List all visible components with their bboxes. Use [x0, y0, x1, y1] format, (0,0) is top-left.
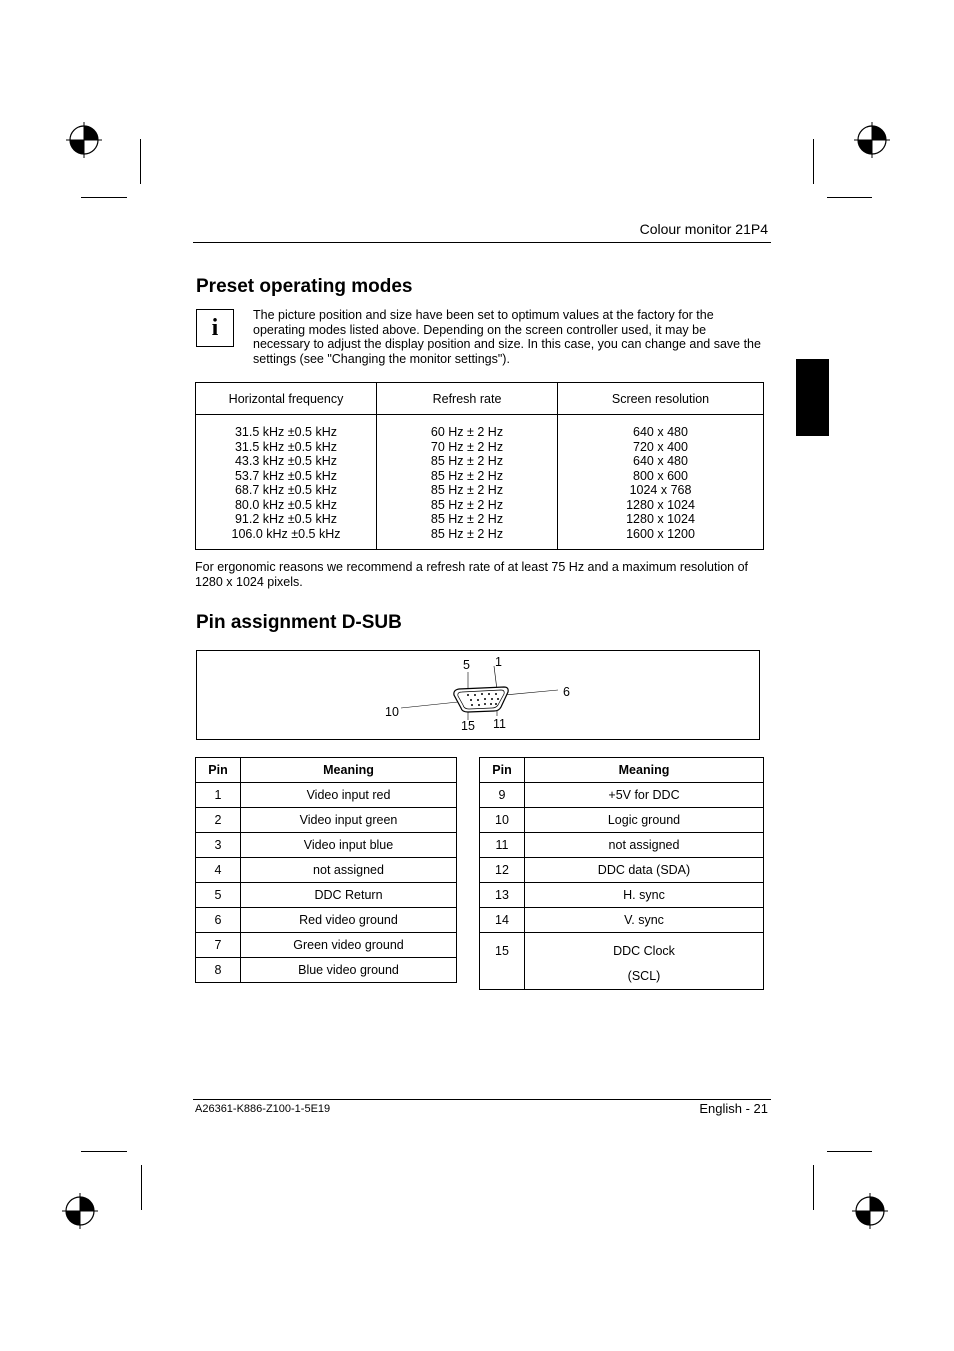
- ergonomic-note: For ergonomic reasons we recommend a refresh rate of at least 75 Hz and a maximum resolution of 1280 x 1024 pixels.: [195, 560, 749, 589]
- list-item: 85 Hz ± 2 Hz: [430, 497, 504, 512]
- table-header-row: [196, 758, 457, 783]
- table-row: [196, 858, 457, 883]
- pin-table-left: [195, 757, 457, 983]
- pin-meaning: DDC data (SDA): [525, 858, 764, 883]
- pin-meaning: V. sync: [525, 908, 764, 933]
- column-header: Horizontal frequency: [196, 383, 377, 415]
- pin-number: 14: [480, 908, 525, 933]
- table-row: [480, 833, 764, 858]
- registration-mark-icon: [852, 1193, 888, 1229]
- pin-number: 10: [480, 808, 525, 833]
- list-item: 70 Hz ± 2 Hz: [430, 439, 504, 454]
- pin-meaning: Logic ground: [525, 808, 764, 833]
- pin-number: 15: [480, 933, 525, 990]
- info-icon: i: [196, 309, 234, 347]
- list-item: 1024 x 768: [629, 483, 692, 497]
- pin-number: 8: [196, 958, 241, 983]
- pin-number: 4: [196, 858, 241, 883]
- connector-diagram-box: [196, 650, 760, 740]
- pin-number: 6: [196, 908, 241, 933]
- table-row: [196, 958, 457, 983]
- column-header: Refresh rate: [377, 383, 558, 415]
- pin-label-11: 11: [493, 717, 506, 731]
- pin-meaning-line: (SCL): [627, 969, 661, 983]
- column-header-pin: Pin: [196, 758, 241, 783]
- pin-meaning: Video input blue: [241, 833, 457, 858]
- pin-label-15: 15: [461, 719, 475, 733]
- pin-meaning: Video input red: [241, 783, 457, 808]
- dsub-connector-icon: [196, 650, 760, 740]
- registration-mark-icon: [66, 122, 102, 158]
- operating-modes-table: [195, 382, 764, 550]
- pin-meaning-line: DDC Clock: [613, 944, 675, 958]
- registration-mark-icon: [62, 1193, 98, 1229]
- pin-meaning: Red video ground: [241, 908, 457, 933]
- table-row: [196, 783, 457, 808]
- list-item: 31.5 kHz ±0.5 kHz: [234, 439, 338, 454]
- pin-number: 11: [480, 833, 525, 858]
- list-item: 31.5 kHz ±0.5 kHz: [234, 425, 338, 439]
- pin-meaning: Green video ground: [241, 933, 457, 958]
- list-item: 640 x 480: [633, 425, 688, 439]
- table-row: [196, 883, 457, 908]
- pin-label-10: 10: [385, 705, 399, 719]
- table-row: [196, 908, 457, 933]
- pin-number: 12: [480, 858, 525, 883]
- page-number: English - 21: [699, 1101, 768, 1116]
- crop-mark: [81, 197, 127, 198]
- table-row: [196, 415, 764, 550]
- pin-number: 2: [196, 808, 241, 833]
- table-header-row: [196, 383, 764, 415]
- list-item: 720 x 400: [633, 439, 688, 454]
- crop-mark: [141, 1165, 142, 1210]
- pin-label-1: 1: [495, 655, 502, 669]
- pin-number: 13: [480, 883, 525, 908]
- registration-mark-icon: [854, 122, 890, 158]
- pin-label-5: 5: [463, 658, 470, 672]
- list-item: 106.0 kHz ±0.5 kHz: [231, 526, 341, 541]
- column-header-pin: Pin: [480, 758, 525, 783]
- list-item: 800 x 600: [633, 468, 688, 483]
- crop-mark: [827, 1151, 872, 1152]
- pin-number: 5: [196, 883, 241, 908]
- list-item: 80.0 kHz ±0.5 kHz: [234, 497, 338, 512]
- pin-number: 3: [196, 833, 241, 858]
- pin-meaning: not assigned: [241, 858, 457, 883]
- chapter-tab: [796, 359, 829, 436]
- pin-meaning: +5V for DDC: [525, 783, 764, 808]
- table-row: [480, 808, 764, 833]
- list-item: 85 Hz ± 2 Hz: [430, 512, 504, 526]
- pin-meaning: Blue video ground: [241, 958, 457, 983]
- table-row: [480, 908, 764, 933]
- list-item: 1280 x 1024: [626, 497, 695, 512]
- list-item: 53.7 kHz ±0.5 kHz: [234, 468, 338, 483]
- list-item: 85 Hz ± 2 Hz: [430, 468, 504, 483]
- section-heading-preset-modes: Preset operating modes: [196, 276, 413, 297]
- header-rule: [193, 242, 771, 243]
- horizontal-frequency-cell: [196, 415, 377, 550]
- list-item: 640 x 480: [633, 454, 688, 468]
- footer-rule: [193, 1099, 771, 1100]
- list-item: 1280 x 1024: [626, 512, 695, 526]
- screen-resolution-cell: [558, 415, 764, 550]
- table-row: [480, 883, 764, 908]
- crop-mark: [813, 139, 814, 184]
- refresh-rate-cell: [377, 415, 558, 550]
- crop-mark: [813, 1165, 814, 1210]
- table-header-row: [480, 758, 764, 783]
- document-number: A26361-K886-Z100-1-5E19: [195, 1103, 331, 1115]
- pin-number: 9: [480, 783, 525, 808]
- pin-label-6: 6: [563, 685, 570, 699]
- pin-table-right: [479, 757, 764, 990]
- list-item: 85 Hz ± 2 Hz: [430, 454, 504, 468]
- pin-meaning: DDC Return: [241, 883, 457, 908]
- pin-meaning: not assigned: [525, 833, 764, 858]
- pin-number: 7: [196, 933, 241, 958]
- pin-meaning: Video input green: [241, 808, 457, 833]
- crop-mark: [140, 139, 141, 184]
- info-note: The picture position and size have been set to optimum values at the factory for the operating modes listed above. Depending on the screen controller used, it may be necessary to adjust the display position and size. In this case, you can change and save the settings (see "Changing the monitor settings").: [253, 308, 761, 366]
- table-row: [480, 858, 764, 883]
- table-row: [480, 933, 764, 990]
- list-item: 60 Hz ± 2 Hz: [430, 425, 504, 439]
- list-item: 43.3 kHz ±0.5 kHz: [234, 454, 338, 468]
- column-header-meaning: Meaning: [241, 758, 457, 783]
- pin-meaning: H. sync: [525, 883, 764, 908]
- running-header: Colour monitor 21P4: [639, 221, 768, 237]
- table-row: [480, 783, 764, 808]
- table-row: [196, 808, 457, 833]
- list-item: 85 Hz ± 2 Hz: [430, 483, 504, 497]
- table-row: [196, 933, 457, 958]
- crop-mark: [827, 197, 872, 198]
- list-item: 1600 x 1200: [626, 526, 695, 541]
- column-header: Screen resolution: [558, 383, 764, 415]
- pin-number: 1: [196, 783, 241, 808]
- section-heading-pin-assignment: Pin assignment D-SUB: [196, 612, 402, 633]
- column-header-meaning: Meaning: [525, 758, 764, 783]
- list-item: 68.7 kHz ±0.5 kHz: [234, 483, 338, 497]
- pin-meaning: [525, 933, 764, 990]
- list-item: 85 Hz ± 2 Hz: [430, 526, 504, 541]
- list-item: 91.2 kHz ±0.5 kHz: [234, 512, 338, 526]
- crop-mark: [81, 1151, 127, 1152]
- table-row: [196, 833, 457, 858]
